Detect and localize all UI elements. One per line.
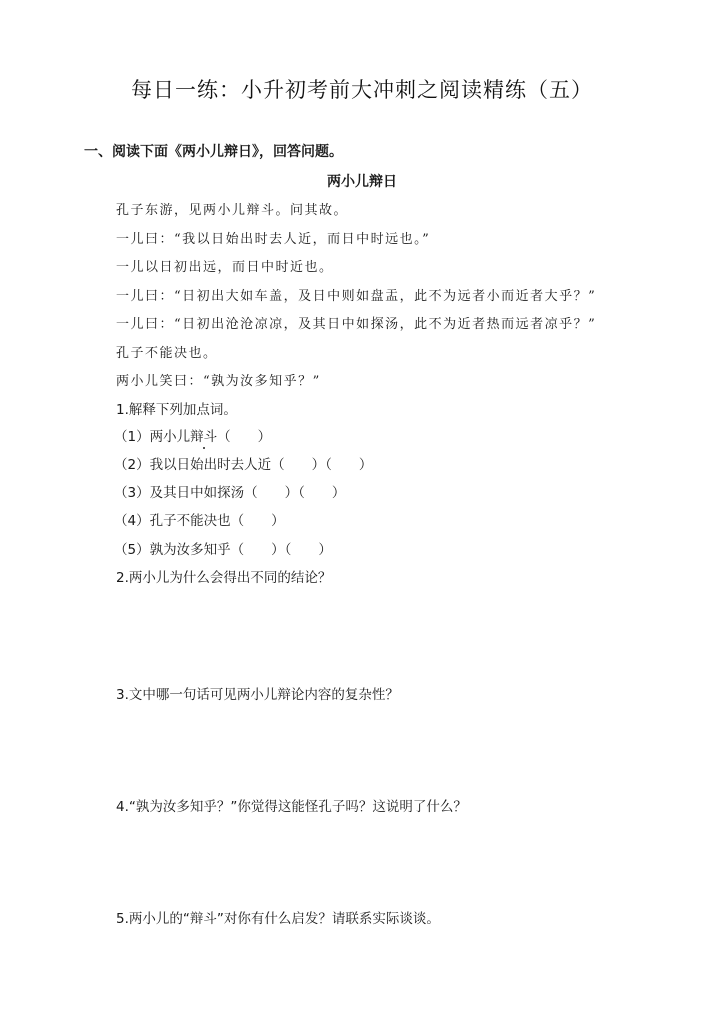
sub-text: 及其日中如探汤 xyxy=(149,485,245,501)
passage-line: 一儿以日初出远，而日中时近也。 xyxy=(116,260,334,275)
sub-text: 孰为汝多知乎 xyxy=(149,542,231,558)
answer-blank[interactable]: （ ）（ ） xyxy=(244,485,346,501)
sub-text: 孔子不能决也 xyxy=(149,513,231,529)
passage-line: 一儿曰：“日初出沧沧凉凉，及其日中如探汤，此不为近者热而远者凉乎？” xyxy=(116,317,597,332)
passage-line: 孔子东游，见两小儿辩斗。问其故。 xyxy=(116,203,349,218)
dotted-word: 辩斗 xyxy=(190,429,218,445)
sub-number: （2） xyxy=(114,457,150,473)
passage-line: 一儿曰：“我以日始出时去人近，而日中时远也。” xyxy=(116,232,431,247)
sub-text: 两小儿 xyxy=(149,429,191,445)
section-heading: 一、阅读下面《两小儿辩日》，回答问题。 xyxy=(84,144,343,160)
question-5: 5.两小儿的“辩斗”对你有什么启发？请联系实际谈谈。 xyxy=(116,911,440,927)
sub-question-2 xyxy=(114,453,372,473)
answer-blank[interactable]: （ ） xyxy=(230,513,285,529)
sub-question-4 xyxy=(114,509,285,529)
answer-blank[interactable]: （ ） xyxy=(217,429,272,445)
sub-number: （4） xyxy=(114,513,150,529)
question-4: 4.“孰为汝多知乎？”你觉得这能怪孔子吗？这说明了什么？ xyxy=(116,799,467,815)
question-3: 3.文中哪一句话可见两小儿辩论内容的复杂性？ xyxy=(116,687,399,703)
sub-number: （3） xyxy=(114,485,150,501)
sub-question-1 xyxy=(114,425,271,445)
answer-blank[interactable]: （ ）（ ） xyxy=(230,542,332,558)
page-title: 每日一练：小升初考前大冲刺之阅读精练（五） xyxy=(131,78,593,102)
passage-line: 一儿曰：“日初出大如车盖，及日中则如盘盂，此不为远者小而近者大乎？” xyxy=(116,289,597,304)
passage-line: 孔子不能决也。 xyxy=(116,346,218,361)
question-2: 2.两小儿为什么会得出不同的结论？ xyxy=(116,570,332,586)
sub-text: 我以日始出时去人近 xyxy=(149,457,272,473)
passage-line: 两小儿笑曰：“孰为汝多知乎？” xyxy=(116,374,321,389)
sub-number: （5） xyxy=(114,542,150,558)
answer-blank[interactable]: （ ）（ ） xyxy=(271,457,373,473)
sub-question-5 xyxy=(114,538,332,558)
sub-number: （1） xyxy=(114,429,150,445)
sub-question-3 xyxy=(114,481,345,501)
passage-title: 两小儿辩日 xyxy=(327,174,397,190)
question-1: 1.解释下列加点词。 xyxy=(116,402,237,418)
